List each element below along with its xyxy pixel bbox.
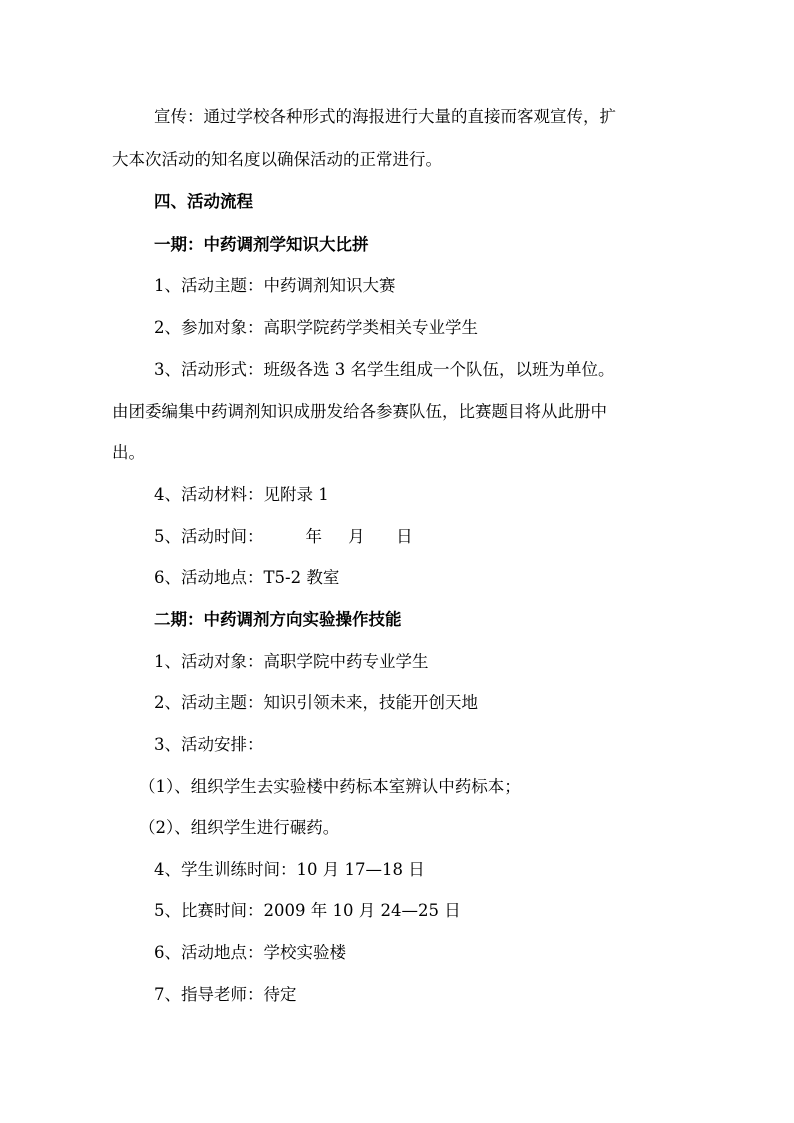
section-heading-activity-process: 四、活动流程 (154, 192, 253, 211)
list-item-materials: 4、活动材料：见附录 1 (154, 485, 329, 504)
list-item-participants: 2、参加对象：高职学院药学类相关专业学生 (154, 318, 478, 337)
list-item-instructor: 7、指导老师：待定 (154, 985, 297, 1004)
paragraph-publicity-line-2: 大本次活动的知名度以确保活动的正常进行。 (112, 150, 442, 169)
sub-item-grinding: （2）、组织学生进行碾药。 (139, 818, 340, 837)
phase-two-heading: 二期：中药调剂方向实验操作技能 (154, 610, 402, 629)
list-item-theme: 1、活动主题：中药调剂知识大赛 (154, 276, 396, 295)
list-item-competition-time: 5、比赛时间：2009 年 10 月 24—25 日 (154, 901, 461, 920)
list-item-target: 1、活动对象：高职学院中药专业学生 (154, 652, 429, 671)
list-item-location: 6、活动地点：T5-2 教室 (154, 568, 340, 587)
list-item-format: 3、活动形式：班级各选 3 名学生组成一个队伍，以班为单位。 (154, 360, 615, 379)
list-item-phase-two-theme: 2、活动主题：知识引领未来，技能开创天地 (154, 693, 478, 712)
phase-one-heading: 一期：中药调剂学知识大比拼 (154, 235, 369, 254)
sub-item-specimen-visit: （1）、组织学生去实验楼中药标本室辨认中药标本； (139, 777, 521, 796)
list-item-phase-two-location: 6、活动地点：学校实验楼 (154, 943, 346, 962)
list-item-arrangement: 3、活动安排： (154, 735, 264, 754)
list-item-training-time: 4、学生训练时间：10 月 17—18 日 (154, 860, 425, 879)
list-item-time: 5、活动时间： 年 月 日 (154, 527, 413, 546)
list-item-format-continuation: 由团委编集中药调剂知识成册发给各参赛队伍，比赛题目将从此册中 (112, 402, 607, 421)
paragraph-publicity-line-1: 宣传：通过学校各种形式的海报进行大量的直接而客观宣传，扩 (154, 107, 616, 126)
list-item-format-continuation-end: 出。 (112, 443, 145, 462)
